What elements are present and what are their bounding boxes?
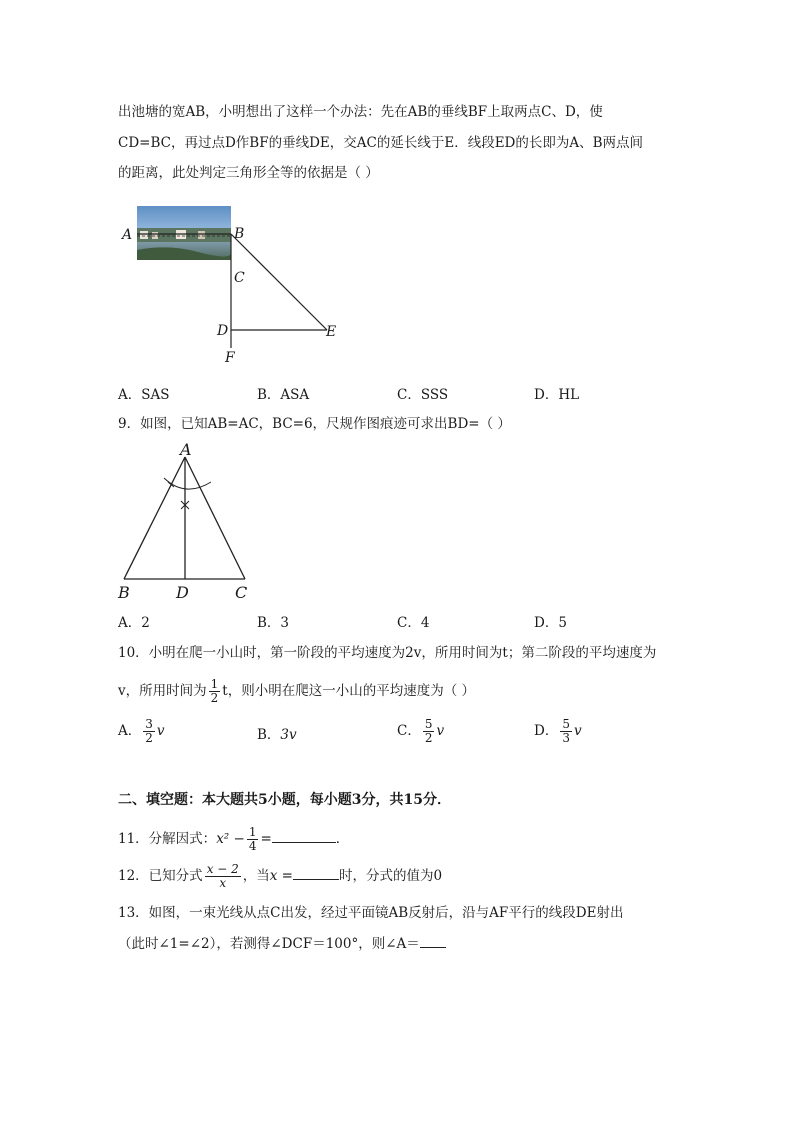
q8-line-3: 的距离，此处判定三角形全等的依据是（ ） bbox=[118, 165, 379, 181]
q8-line-1: 出池塘的宽AB，小明想出了这样一个办法：先在AB的垂线BF上取两点C、D，使 bbox=[118, 104, 603, 120]
q13-answer-blank[interactable] bbox=[420, 933, 446, 948]
q8-label-D: D bbox=[217, 323, 229, 339]
q8-line-2: CD=BC，再过点D作BF的垂线DE，交AC的延长线于E．线段ED的长即为A、B两点间 bbox=[118, 135, 644, 151]
section-2-heading: 二、填空题：本大题共5小题，每小题3分，共15分． bbox=[118, 792, 451, 808]
q9-choice-a[interactable]: A．2 bbox=[118, 615, 150, 631]
q9-choice-d[interactable]: D．5 bbox=[534, 615, 567, 631]
q9-choice-b[interactable]: B．3 bbox=[257, 615, 290, 631]
q8-label-A: A bbox=[122, 227, 133, 243]
q9-stem: 9．如图，已知AB=AC，BC=6，尺规作图痕迹可求出BD=（ ） bbox=[118, 416, 511, 432]
construction-arc bbox=[164, 478, 211, 489]
q9-choices bbox=[118, 611, 678, 631]
q10-fraction-half: $\frac{1}{2}$ bbox=[210, 677, 219, 705]
q8-label-C: C bbox=[234, 270, 245, 286]
q10-line-2 bbox=[118, 678, 475, 705]
line-BE bbox=[231, 234, 327, 330]
q8-label-F: F bbox=[225, 350, 235, 366]
q10-line-2-a: v，所用时间为 bbox=[118, 683, 207, 699]
q8-figure bbox=[118, 198, 358, 373]
q8-choice-c[interactable]: C．SSS bbox=[397, 387, 449, 403]
q10-line-1: 10．小明在爬一小山时，第一阶段的平均速度为2v，所用时间为t；第二阶段的平均速度为 bbox=[118, 645, 657, 661]
q8-choice-a[interactable]: A．SAS bbox=[118, 387, 170, 403]
q9-choice-c[interactable]: C．4 bbox=[397, 615, 430, 631]
side-AB bbox=[124, 457, 185, 579]
q8-choice-d[interactable]: D．HL bbox=[534, 387, 580, 403]
q10-choices bbox=[118, 718, 678, 748]
q10-choice-c[interactable]: C． $\frac{5}{2}$ v bbox=[397, 717, 445, 745]
side-AC bbox=[185, 457, 245, 579]
q9-figure bbox=[112, 440, 262, 605]
q9-label-A: A bbox=[180, 440, 192, 459]
q13-line-1: 13．如图，一束光线从点C出发，经过平面镜AB反射后，沿与AF平行的线段DE射出 bbox=[118, 905, 624, 921]
q8-choices bbox=[118, 383, 678, 403]
q11-fraction: $\frac{1}{4}$ bbox=[248, 825, 257, 853]
q9-label-C: C bbox=[235, 583, 248, 602]
pond-photo bbox=[137, 206, 231, 260]
q10-choice-b[interactable]: B．3v bbox=[257, 727, 297, 743]
q10-choice-a[interactable]: A． $\frac{3}{2}$ v bbox=[118, 717, 165, 745]
q12: 12．已知分式 $\frac{x - 2}{x}$ ，当x = 时，分式的值为0 bbox=[118, 862, 443, 890]
q13-line-2: （此时∠1=∠2），若测得∠DCF＝100°，则∠A＝ bbox=[118, 933, 446, 954]
q12-fraction: $\frac{x - 2}{x}$ bbox=[206, 862, 239, 890]
q11: 11．分解因式：x² − $\frac{1}{4}$ = ． bbox=[118, 825, 350, 853]
q12-answer-blank[interactable] bbox=[293, 865, 339, 880]
q8-label-B: B bbox=[234, 226, 245, 242]
q10-choice-d[interactable]: D． $\frac{5}{3}$ v bbox=[534, 717, 582, 745]
q8-choice-b[interactable]: B．ASA bbox=[257, 387, 310, 403]
q10-line-2-b: t，则小明在爬这一小山的平均速度为（ ） bbox=[222, 683, 475, 699]
q9-label-D: D bbox=[176, 583, 189, 602]
q11-answer-blank[interactable] bbox=[272, 828, 336, 843]
q8-label-E: E bbox=[326, 324, 337, 340]
q9-label-B: B bbox=[118, 583, 130, 602]
